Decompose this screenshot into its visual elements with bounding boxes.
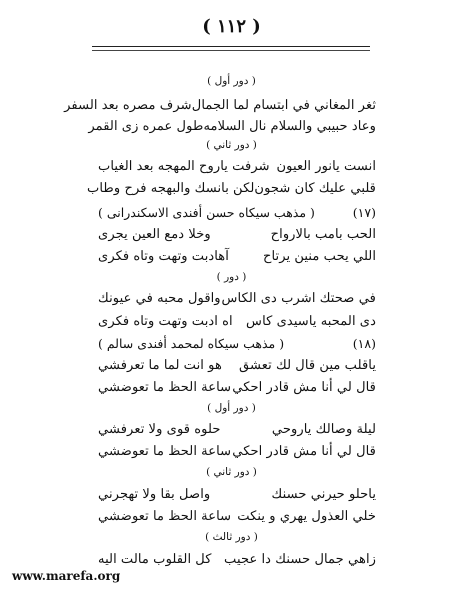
verse-line — [98, 508, 376, 526]
verse-line — [98, 443, 376, 461]
verse-line — [98, 226, 376, 244]
verse-line — [98, 290, 376, 308]
verse-left-hemistich: ساعة الحظ ما تعوضشي — [98, 380, 232, 395]
verse-right-hemistich: خلي العذول يهري و ينكت — [237, 509, 376, 524]
song-title: ( مذهب سيكاه لمحمد أفندى سالم ) — [98, 336, 285, 351]
verse-right-hemistich: زاهي جمال حسنك دا عجيب — [224, 552, 376, 567]
verse-line — [98, 551, 376, 569]
song-heading — [98, 204, 376, 222]
section-label: ( دور ثاني ) — [206, 139, 257, 151]
verse-left-hemistich: وخلا دمع العين يجرى — [98, 227, 211, 242]
verse-left-hemistich: كل القلوب مالت اليه — [98, 552, 212, 567]
verse-line — [98, 313, 376, 331]
song-number: (١٧) — [352, 205, 376, 220]
verse-left-hemistich: ساعة الحظ ما تعوضشي — [98, 444, 232, 459]
verse-left-hemistich: شرفت ياروح المهجه بعد الغياب — [98, 159, 270, 174]
verse-right-hemistich: قال لي أنا مش قادر احكي — [232, 444, 376, 459]
verse-left-hemistich: طول عمره زى القمر — [88, 119, 204, 134]
verse-left-hemistich: لكن بانسك والبهجه فرح وطاب — [86, 181, 255, 196]
verse-left-hemistich: اه ادبت وتهت وتاه فكرى — [98, 314, 233, 329]
section-label: ( دور أول ) — [207, 75, 256, 87]
verse-right-hemistich: قلبي عليك كان شجون — [254, 181, 376, 196]
verse-line — [86, 180, 376, 198]
verse-right-hemistich: قال لي أنا مش قادر احكي — [232, 380, 376, 395]
verse-line — [98, 379, 376, 397]
verse-line — [98, 486, 376, 504]
verse-right-hemistich: في صحتك اشرب دى الكاس — [221, 291, 376, 306]
section-label: ( دور ثاني ) — [206, 466, 257, 478]
verse-right-hemistich: ياحلو حيرني حسنك — [271, 487, 376, 502]
song-heading — [98, 335, 376, 353]
verse-line — [98, 357, 376, 375]
verse-right-hemistich: وعاد حبيبي والسلام نال السلامه — [203, 119, 376, 134]
section-label: ( دور ثالث ) — [205, 531, 258, 543]
verse-line — [88, 118, 376, 136]
verse-left-hemistich: حلوه قوى ولا تعرفشي — [98, 422, 221, 437]
verse-left-hemistich: واصل بقا ولا تهجرني — [98, 487, 211, 502]
header-rule — [92, 46, 370, 47]
verse-left-hemistich: آهادبت وتهت وتاه فكرى — [98, 249, 229, 264]
header-rule-thin — [92, 50, 370, 51]
footer-url: www.marefa.org — [12, 569, 121, 583]
section-label: ( دور أول ) — [207, 402, 256, 414]
song-number: (١٨) — [352, 336, 376, 351]
verse-right-hemistich: دى المحبه ياسيدى كاس — [246, 314, 376, 329]
verse-right-hemistich: ليلة وصالك ياروحي — [271, 422, 376, 437]
song-title: ( مذهب سيكاه حسن أفندى الاسكندرانى ) — [98, 205, 315, 220]
verse-left-hemistich: واقول محبه في عيونك — [98, 291, 221, 306]
verse-line — [64, 97, 376, 115]
verse-line — [98, 421, 376, 439]
verse-line — [98, 158, 376, 176]
verse-left-hemistich: شرف مصره بعد السفر — [64, 98, 192, 113]
verse-left-hemistich: ساعة الحظ ما تعوضشي — [98, 509, 232, 524]
page-number: ( ١١٢ ) — [202, 16, 261, 37]
verse-right-hemistich: انست يانور العيون — [276, 159, 376, 174]
verse-left-hemistich: هو انت لما ما تعرفشي — [98, 358, 222, 373]
verse-right-hemistich: اللي يحب منين يرتاح — [263, 249, 376, 264]
verse-right-hemistich: ياقلب مين قال لك تعشق — [239, 358, 376, 373]
verse-right-hemistich: الحب بامب بالارواح — [270, 227, 376, 242]
section-label: ( دور ) — [216, 271, 247, 283]
verse-line — [98, 248, 376, 266]
verse-right-hemistich: ثغر المغاني في ابتسام لما الجمال — [191, 98, 376, 113]
